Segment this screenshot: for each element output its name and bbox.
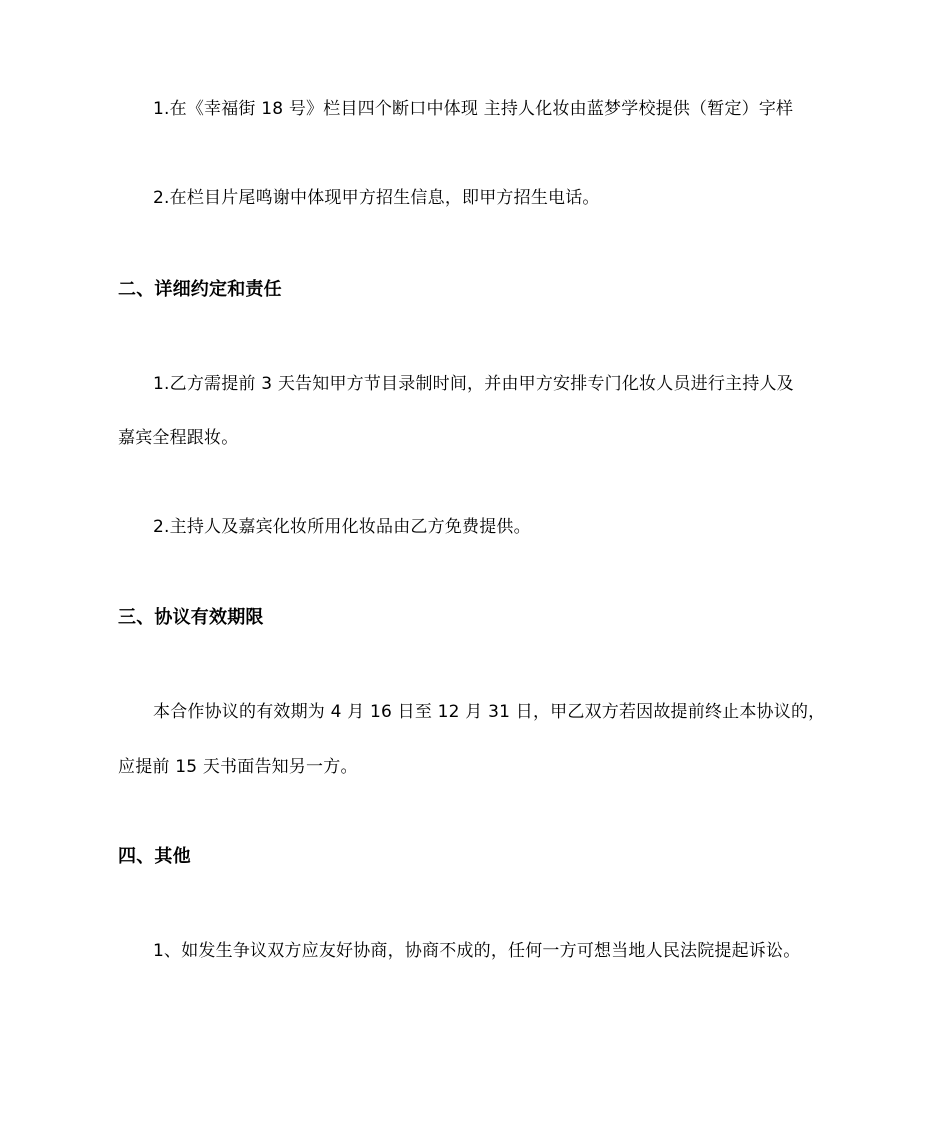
section-heading-responsibilities: 二、详细约定和责任 bbox=[118, 279, 282, 300]
clause-2-1-line-1: 1.乙方需提前 3 天告知甲方节目录制时间，并由甲方安排专门化妆人员进行主持人及 bbox=[153, 374, 794, 394]
clause-2-2: 2.主持人及嘉宾化妆所用化妆品由乙方免费提供。 bbox=[153, 517, 531, 537]
section-heading-validity: 三、协议有效期限 bbox=[118, 607, 264, 628]
clause-1-2: 2.在栏目片尾鸣谢中体现甲方招生信息，即甲方招生电话。 bbox=[153, 188, 600, 208]
clause-3-line-1: 本合作协议的有效期为 4 月 16 日至 12 月 31 日，甲乙双方若因故提前终止本协议的， bbox=[153, 702, 826, 722]
section-heading-other: 四、其他 bbox=[118, 846, 191, 867]
clause-1-1: 1.在《幸福街 18 号》栏目四个断口中体现 主持人化妆由蓝梦学校提供（暂定）字样 bbox=[153, 99, 794, 119]
clause-2-1-line-2: 嘉宾全程跟妆。 bbox=[118, 428, 239, 448]
clause-3-line-2: 应提前 15 天书面告知另一方。 bbox=[118, 757, 358, 777]
clause-4-1: 1、如发生争议双方应友好协商，协商不成的，任何一方可想当地人民法院提起诉讼。 bbox=[153, 941, 801, 961]
